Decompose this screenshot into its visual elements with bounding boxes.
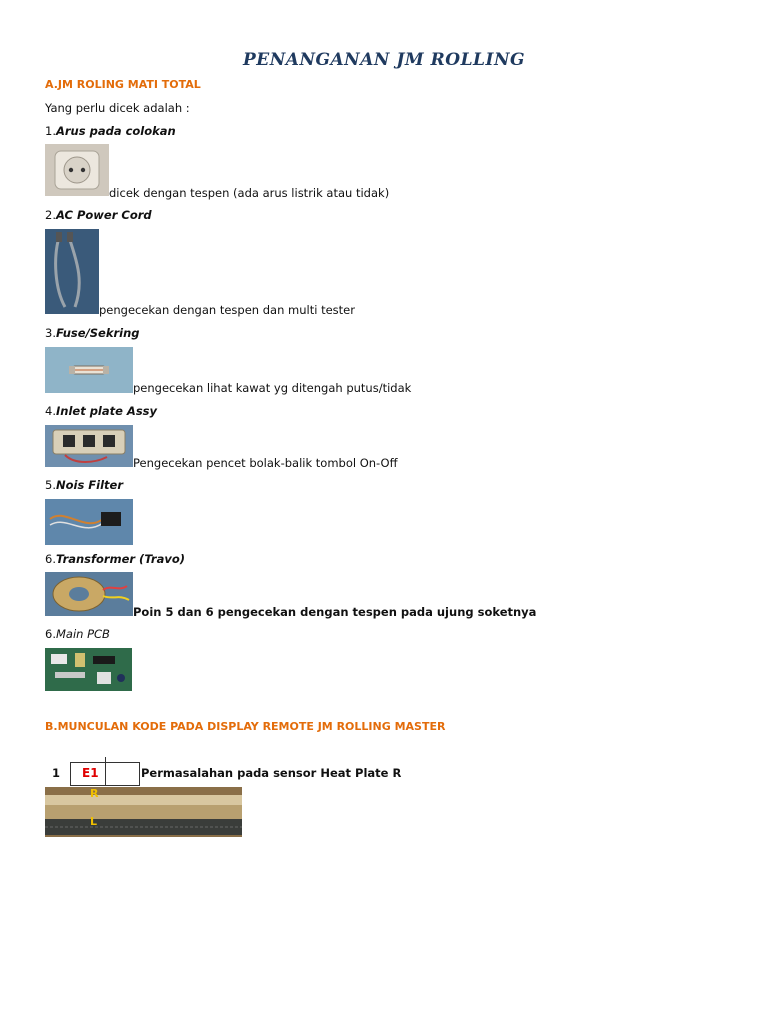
item-3-heading <box>45 326 140 340</box>
plate-label-r: R <box>90 787 99 800</box>
item-title: Nois Filter <box>55 478 124 492</box>
item-title: Fuse/Sekring <box>55 326 140 340</box>
item-title: Transformer (Travo) <box>55 552 185 566</box>
main-pcb-photo <box>45 648 132 691</box>
item-3-desc: pengecekan lihat kawat yg ditengah putus/tidak <box>133 381 412 395</box>
noise-filter-photo <box>45 499 133 545</box>
item-number: 2. <box>45 208 56 222</box>
display-code-box <box>70 762 140 786</box>
section-a-intro: Yang perlu dicek adalah : <box>45 101 190 115</box>
code-number: 1 <box>52 766 61 780</box>
item-title: AC Power Cord <box>55 208 152 222</box>
error-code: E1 <box>82 766 99 780</box>
item-number: 6. <box>45 552 56 566</box>
item-1-desc: dicek dengan tespen (ada arus listrik atau tidak) <box>109 186 390 200</box>
inlet-plate-photo <box>45 425 133 467</box>
heat-plate-photo <box>45 787 242 837</box>
item-1-heading <box>45 124 176 138</box>
transformer-photo <box>45 572 133 616</box>
error-code-row <box>45 762 445 786</box>
wall-socket-photo <box>45 144 109 196</box>
item-7-heading <box>45 627 110 641</box>
plate-label-l: L <box>90 815 98 828</box>
item-5-heading <box>45 478 123 492</box>
item-4-heading <box>45 404 157 418</box>
section-a-heading: A.JM ROLING MATI TOTAL <box>45 78 201 91</box>
item-6-heading <box>45 552 185 566</box>
page-title: PENANGANAN JM ROLLING <box>242 50 526 70</box>
section-b-heading: B.MUNCULAN KODE PADA DISPLAY REMOTE JM ROLLING MASTER <box>45 720 446 733</box>
item-4-desc: Pengecekan pencet bolak-balik tombol On-Off <box>133 456 398 470</box>
item-number: 1. <box>45 124 56 138</box>
item-title: Main PCB <box>55 627 110 641</box>
item-6-desc: Poin 5 dan 6 pengecekan dengan tespen pada ujung soketnya <box>133 605 537 619</box>
item-title: Arus pada colokan <box>55 124 176 138</box>
item-number: 6. <box>45 627 56 641</box>
item-number: 3. <box>45 326 56 340</box>
display-divider <box>105 757 106 785</box>
item-2-desc: pengecekan dengan tespen dan multi tester <box>99 303 355 317</box>
item-number: 4. <box>45 404 56 418</box>
item-2-heading <box>45 208 152 222</box>
item-number: 5. <box>45 478 56 492</box>
fuse-photo <box>45 347 133 393</box>
heat-plate-image <box>45 787 242 837</box>
power-cord-photo <box>45 229 99 314</box>
error-code-desc: Permasalahan pada sensor Heat Plate R <box>141 766 402 780</box>
item-title: Inlet plate Assy <box>55 404 158 418</box>
